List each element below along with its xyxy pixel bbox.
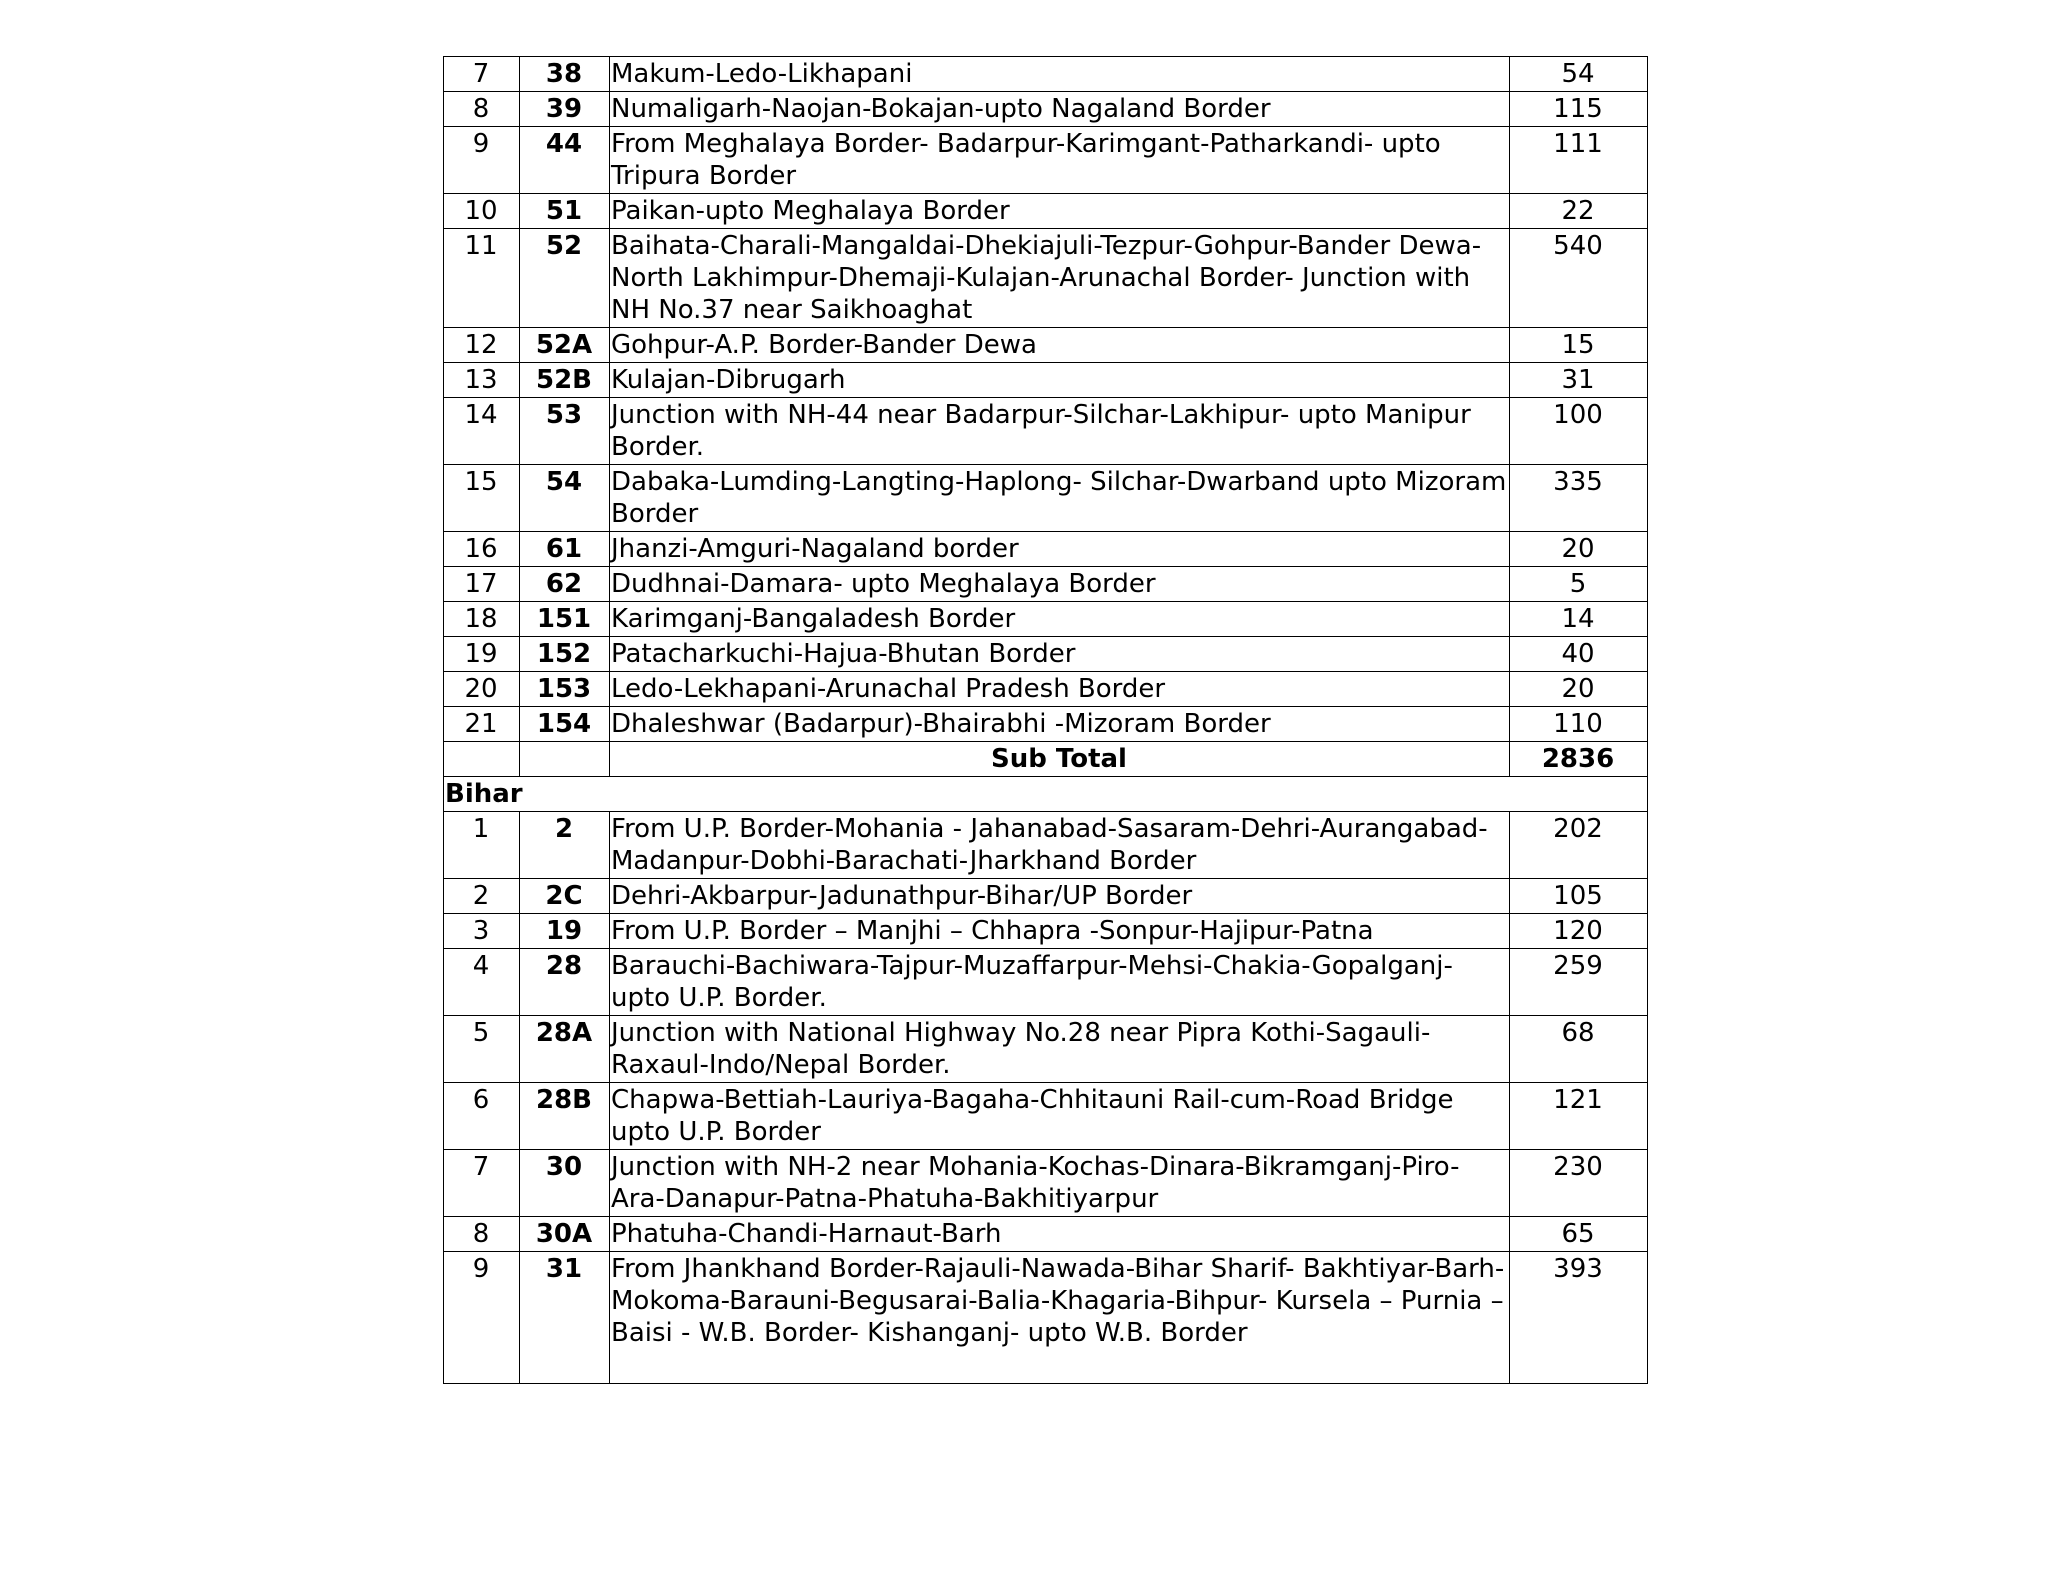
highway-number-cell: 152 (520, 637, 610, 672)
length-km-cell: 100 (1510, 398, 1648, 465)
serial-number-cell: 9 (444, 127, 520, 194)
highway-number-cell: 52B (520, 363, 610, 398)
length-km-cell: 54 (1510, 57, 1648, 92)
highway-number-cell: 52 (520, 229, 610, 328)
route-description-cell: Dehri-Akbarpur-Jadunathpur-Bihar/UP Border (610, 879, 1510, 914)
route-description-cell: Gohpur-A.P. Border-Bander Dewa (610, 328, 1510, 363)
subtotal-value: 2836 (1510, 742, 1648, 777)
highway-number-cell: 28A (520, 1016, 610, 1083)
table-row (444, 465, 1648, 532)
bihar-section-row (444, 777, 1648, 812)
serial-number-cell: 9 (444, 1252, 520, 1384)
length-km-cell: 259 (1510, 949, 1648, 1016)
route-description-cell: Baihata-Charali-Mangaldai-Dhekiajuli-Tezpur-Gohpur-Bander Dewa-North Lakhimpur-Dhemaji-Kulajan-Arunachal Border- Junction with NH No.37 near Saikhoaghat (610, 229, 1510, 328)
length-km-cell: 15 (1510, 328, 1648, 363)
length-km-cell: 20 (1510, 532, 1648, 567)
route-description-cell: Junction with NH-44 near Badarpur-Silchar-Lakhipur- upto Manipur Border. (610, 398, 1510, 465)
table-row (444, 949, 1648, 1016)
serial-number-cell: 13 (444, 363, 520, 398)
serial-number-cell: 4 (444, 949, 520, 1016)
highway-number-cell: 151 (520, 602, 610, 637)
highway-number-cell: 54 (520, 465, 610, 532)
serial-number-cell: 7 (444, 57, 520, 92)
serial-number-cell: 7 (444, 1150, 520, 1217)
length-km-cell: 65 (1510, 1217, 1648, 1252)
highway-number-cell: 28 (520, 949, 610, 1016)
highway-number-cell: 2C (520, 879, 610, 914)
length-km-cell: 120 (1510, 914, 1648, 949)
subtotal-nh-cell (520, 742, 610, 777)
route-description-cell: From Meghalaya Border- Badarpur-Karimgant-Patharkandi- upto Tripura Border (610, 127, 1510, 194)
table-row (444, 1217, 1648, 1252)
serial-number-cell: 21 (444, 707, 520, 742)
table-row (444, 92, 1648, 127)
table-row (444, 1083, 1648, 1150)
table-row (444, 1252, 1648, 1384)
serial-number-cell: 2 (444, 879, 520, 914)
table-row (444, 707, 1648, 742)
length-km-cell: 230 (1510, 1150, 1648, 1217)
table-row (444, 914, 1648, 949)
serial-number-cell: 17 (444, 567, 520, 602)
highway-number-cell: 44 (520, 127, 610, 194)
subtotal-row (444, 742, 1648, 777)
table-row (444, 1016, 1648, 1083)
serial-number-cell: 11 (444, 229, 520, 328)
table-row (444, 194, 1648, 229)
route-description-cell: Jhanzi-Amguri-Nagaland border (610, 532, 1510, 567)
length-km-cell: 68 (1510, 1016, 1648, 1083)
route-description-cell: Junction with NH-2 near Mohania-Kochas-Dinara-Bikramganj-Piro-Ara-Danapur-Patna-Phatuha-Bakhitiyarpur (610, 1150, 1510, 1217)
highway-number-cell: 153 (520, 672, 610, 707)
serial-number-cell: 16 (444, 532, 520, 567)
route-description-cell: From Jhankhand Border-Rajauli-Nawada-Bihar Sharif- Bakhtiyar-Barh- Mokoma-Barauni-Begusarai-Balia-Khagaria-Bihpur- Kursela – Purnia – Baisi - W.B. Border- Kishanganj- upto W.B. Border (610, 1252, 1510, 1384)
table-row (444, 672, 1648, 707)
route-description-cell: Chapwa-Bettiah-Lauriya-Bagaha-Chhitauni Rail-cum-Road Bridge upto U.P. Border (610, 1083, 1510, 1150)
length-km-cell: 20 (1510, 672, 1648, 707)
highway-number-cell: 28B (520, 1083, 610, 1150)
serial-number-cell: 8 (444, 92, 520, 127)
highway-number-cell: 38 (520, 57, 610, 92)
highway-number-cell: 53 (520, 398, 610, 465)
subtotal-label: Sub Total (610, 742, 1510, 777)
highway-number-cell: 51 (520, 194, 610, 229)
length-km-cell: 40 (1510, 637, 1648, 672)
length-km-cell: 22 (1510, 194, 1648, 229)
route-description-cell: Dudhnai-Damara- upto Meghalaya Border (610, 567, 1510, 602)
highway-number-cell: 39 (520, 92, 610, 127)
length-km-cell: 31 (1510, 363, 1648, 398)
length-km-cell: 540 (1510, 229, 1648, 328)
serial-number-cell: 12 (444, 328, 520, 363)
route-description-cell: Phatuha-Chandi-Harnaut-Barh (610, 1217, 1510, 1252)
table-row (444, 398, 1648, 465)
highway-number-cell: 62 (520, 567, 610, 602)
route-description-cell: Karimganj-Bangaladesh Border (610, 602, 1510, 637)
table-row (444, 1150, 1648, 1217)
route-description-cell: From U.P. Border – Manjhi – Chhapra -Sonpur-Hajipur-Patna (610, 914, 1510, 949)
serial-number-cell: 18 (444, 602, 520, 637)
serial-number-cell: 5 (444, 1016, 520, 1083)
route-description-cell: Ledo-Lekhapani-Arunachal Pradesh Border (610, 672, 1510, 707)
length-km-cell: 335 (1510, 465, 1648, 532)
table-row (444, 532, 1648, 567)
length-km-cell: 5 (1510, 567, 1648, 602)
length-km-cell: 105 (1510, 879, 1648, 914)
serial-number-cell: 8 (444, 1217, 520, 1252)
table-row (444, 637, 1648, 672)
serial-number-cell: 14 (444, 398, 520, 465)
route-description-cell: Numaligarh-Naojan-Bokajan-upto Nagaland Border (610, 92, 1510, 127)
route-description-cell: Junction with National Highway No.28 near Pipra Kothi-Sagauli-Raxaul-Indo/Nepal Border. (610, 1016, 1510, 1083)
bihar-section-title: Bihar (444, 777, 1648, 812)
table-row (444, 57, 1648, 92)
table-row (444, 127, 1648, 194)
serial-number-cell: 1 (444, 812, 520, 879)
route-description-cell: Patacharkuchi-Hajua-Bhutan Border (610, 637, 1510, 672)
highway-number-cell: 30 (520, 1150, 610, 1217)
length-km-cell: 14 (1510, 602, 1648, 637)
table-row (444, 229, 1648, 328)
highway-number-cell: 31 (520, 1252, 610, 1384)
table-row (444, 812, 1648, 879)
serial-number-cell: 10 (444, 194, 520, 229)
highway-number-cell: 52A (520, 328, 610, 363)
table-row (444, 328, 1648, 363)
highway-number-cell: 154 (520, 707, 610, 742)
route-description-cell: Dhaleshwar (Badarpur)-Bhairabhi -Mizoram Border (610, 707, 1510, 742)
highway-number-cell: 61 (520, 532, 610, 567)
table-row (444, 363, 1648, 398)
table-row (444, 879, 1648, 914)
serial-number-cell: 6 (444, 1083, 520, 1150)
assam-rows (444, 57, 1648, 742)
length-km-cell: 393 (1510, 1252, 1648, 1384)
subtotal-sno-cell (444, 742, 520, 777)
route-description-cell: Barauchi-Bachiwara-Tajpur-Muzaffarpur-Mehsi-Chakia-Gopalganj-upto U.P. Border. (610, 949, 1510, 1016)
subtotal-section (444, 742, 1648, 812)
serial-number-cell: 3 (444, 914, 520, 949)
route-description-cell: Dabaka-Lumding-Langting-Haplong- Silchar-Dwarband upto Mizoram Border (610, 465, 1510, 532)
serial-number-cell: 19 (444, 637, 520, 672)
serial-number-cell: 20 (444, 672, 520, 707)
route-description-cell: Kulajan-Dibrugarh (610, 363, 1510, 398)
highway-number-cell: 30A (520, 1217, 610, 1252)
length-km-cell: 121 (1510, 1083, 1648, 1150)
national-highways-table (443, 56, 1648, 1384)
route-description-cell: Paikan-upto Meghalaya Border (610, 194, 1510, 229)
length-km-cell: 111 (1510, 127, 1648, 194)
bihar-rows (444, 812, 1648, 1384)
length-km-cell: 202 (1510, 812, 1648, 879)
route-description-cell: From U.P. Border-Mohania - Jahanabad-Sasaram-Dehri-Aurangabad-Madanpur-Dobhi-Barachati-Jharkhand Border (610, 812, 1510, 879)
length-km-cell: 115 (1510, 92, 1648, 127)
highway-number-cell: 2 (520, 812, 610, 879)
table-row (444, 602, 1648, 637)
table-row (444, 567, 1648, 602)
serial-number-cell: 15 (444, 465, 520, 532)
highway-number-cell: 19 (520, 914, 610, 949)
route-description-cell: Makum-Ledo-Likhapani (610, 57, 1510, 92)
length-km-cell: 110 (1510, 707, 1648, 742)
